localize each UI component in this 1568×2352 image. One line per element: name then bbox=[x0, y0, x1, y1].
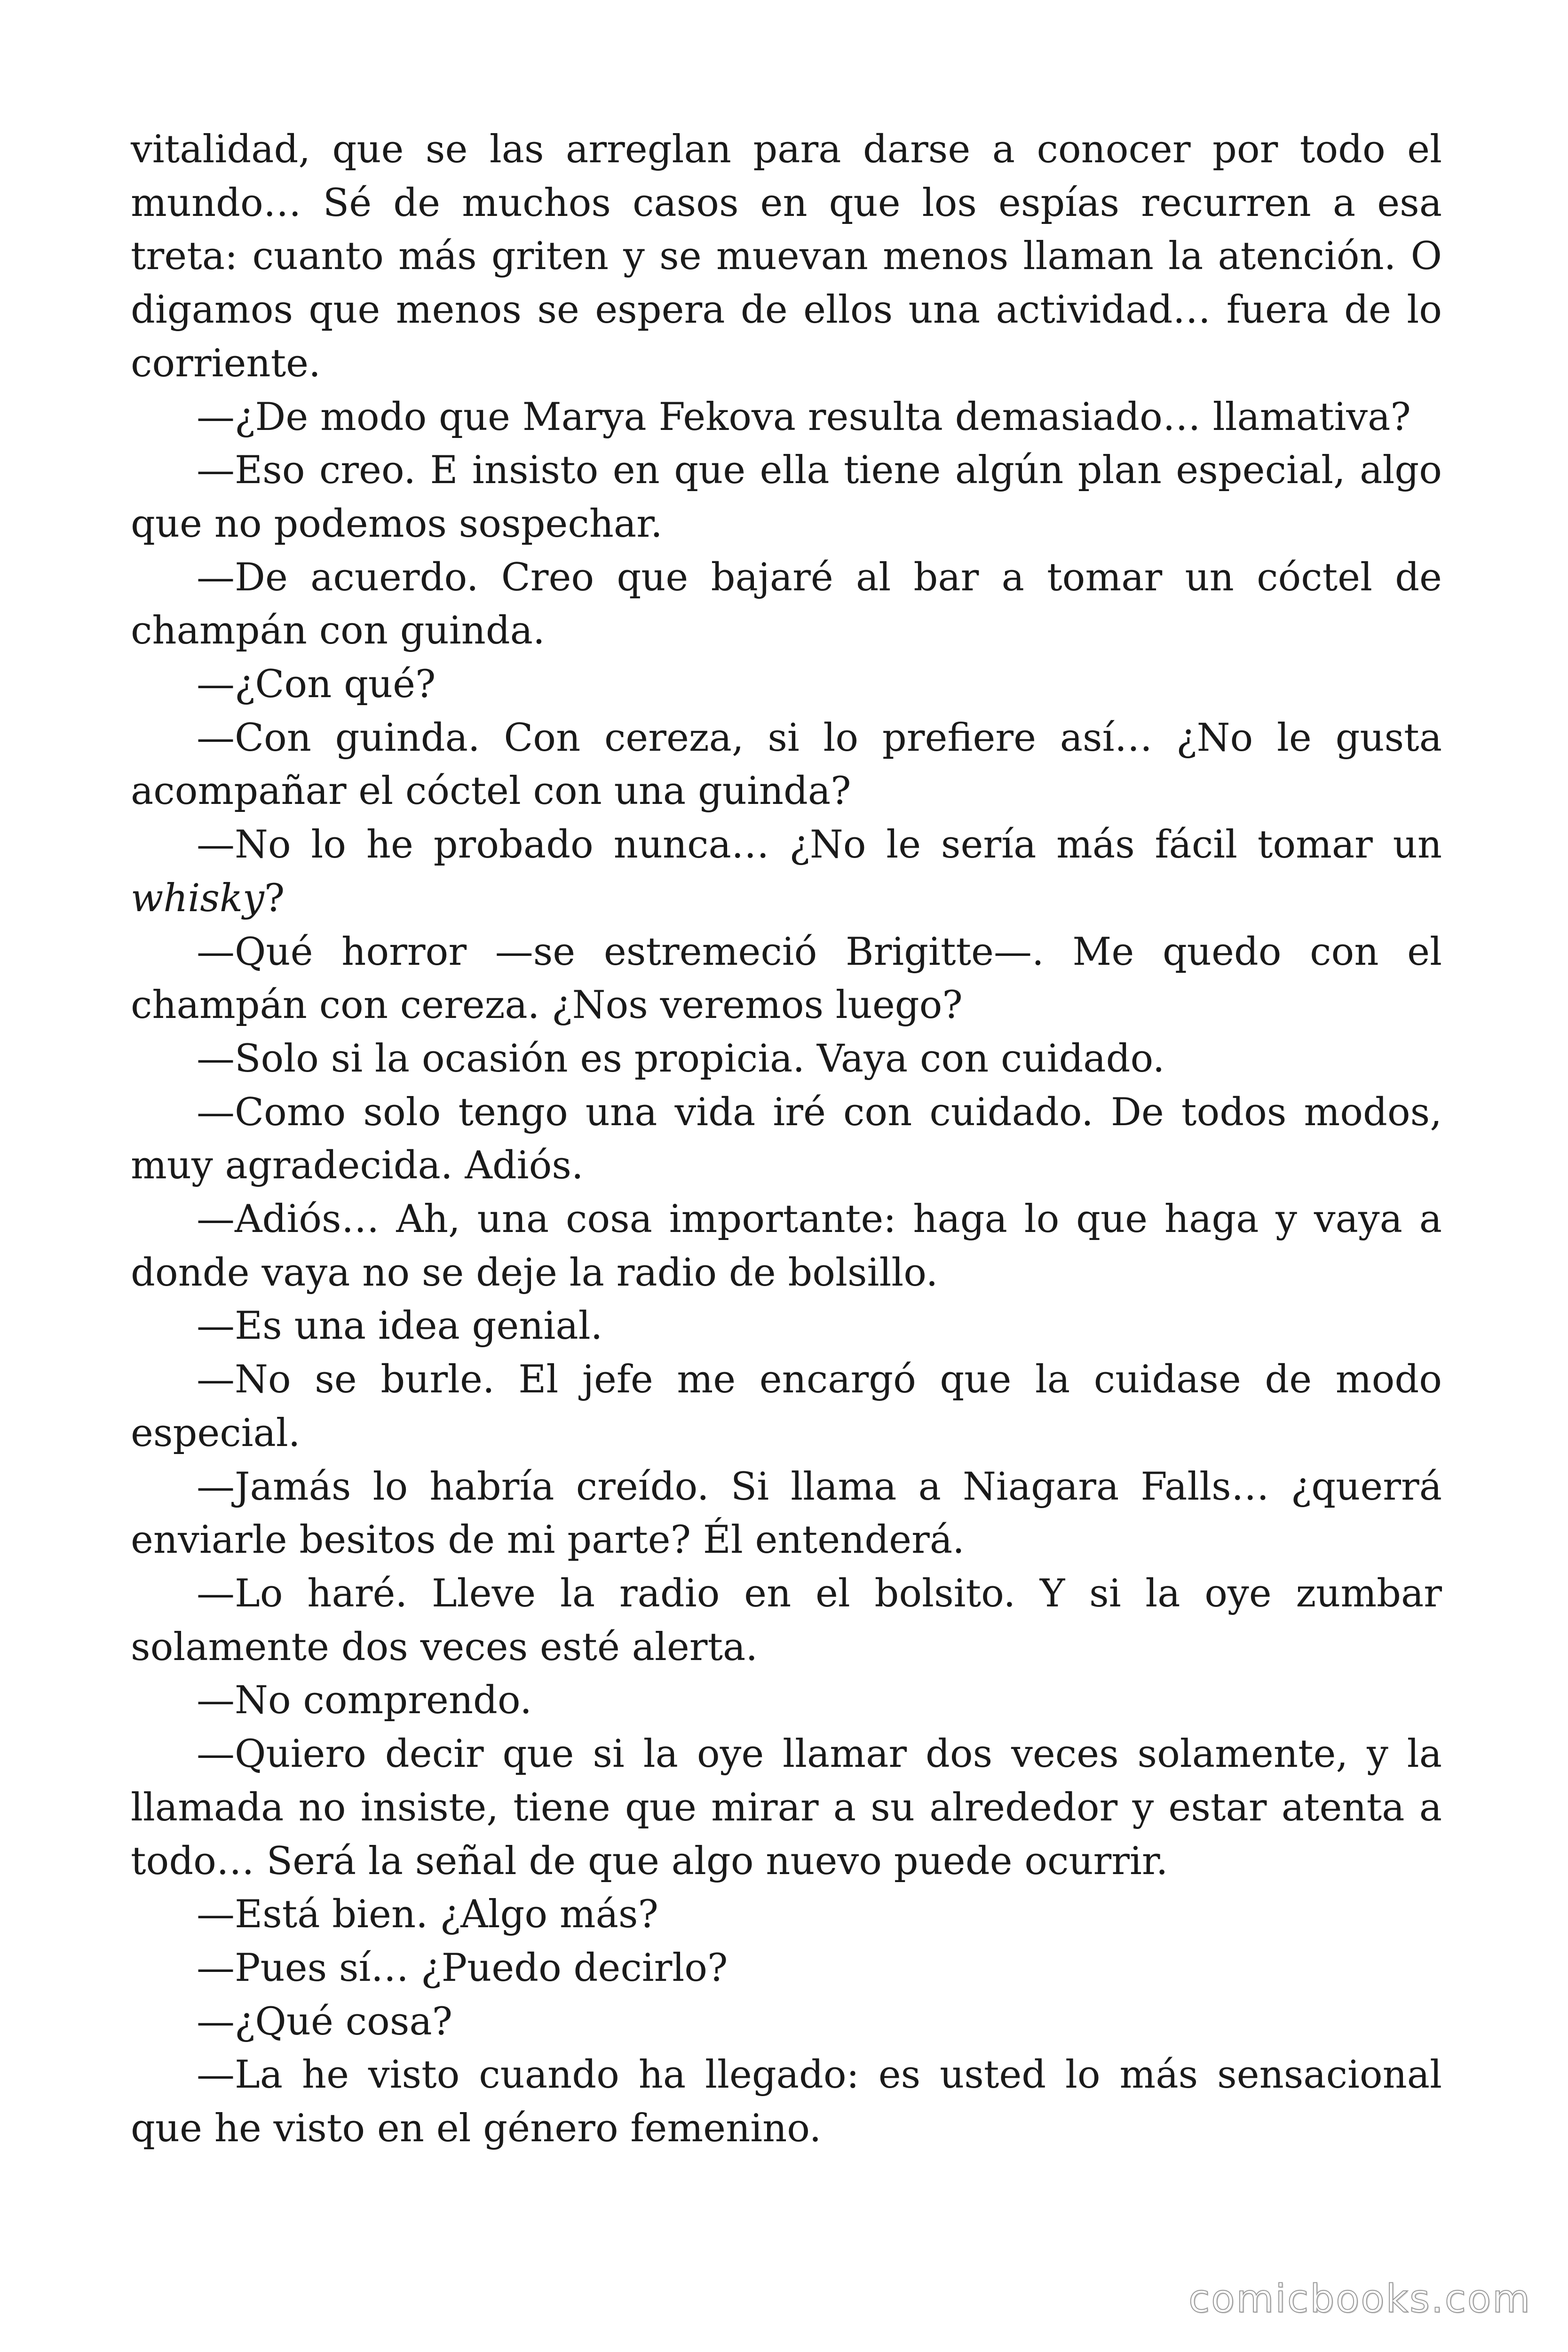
paragraph-19: —Pues sí… ¿Puedo decirlo? bbox=[197, 1946, 728, 1990]
paragraph-7-text: —No lo he probado nunca… ¿No le sería más fácil tomar un bbox=[197, 823, 1442, 867]
paragraph-18: —Está bien. ¿Algo más? bbox=[197, 1892, 658, 1937]
paragraph-13: —No se burle. El jefe me encargó que la cuidase de modo especial. bbox=[131, 1358, 1442, 1455]
paragraph-7 bbox=[131, 818, 1442, 925]
paragraph-3: —Eso creo. E insisto en que ella tiene algún plan especial, algo que no podemos sospechar. bbox=[131, 448, 1442, 546]
paragraph-8: —Qué horror —se estremeció Brigitte—. Me quedo con el champán con cereza. ¿Nos veremos luego? bbox=[131, 930, 1442, 1028]
paragraph-4: —De acuerdo. Creo que bajaré al bar a tomar un cóctel de champán con guinda. bbox=[131, 555, 1442, 653]
paragraph-1: vitalidad, que se las arreglan para darse a conocer por todo el mundo… Sé de muchos casos en que los espías recurren a esa treta: cuanto más griten y se muevan menos llaman la atención. O digamos que menos se espera de ellos una actividad… fuera de lo corriente. bbox=[131, 127, 1442, 386]
watermark-logo: comicbooks.com bbox=[1188, 2277, 1531, 2321]
paragraph-11: —Adiós… Ah, una cosa importante: haga lo que haga y vaya a donde vaya no se deje la radio de bolsillo. bbox=[131, 1197, 1442, 1295]
paragraph-20: —¿Qué cosa? bbox=[197, 1999, 453, 2044]
paragraph-5: —¿Con qué? bbox=[197, 662, 436, 707]
paragraph-15: —Lo haré. Lleve la radio en el bolsito. Y si la oye zumbar solamente dos veces esté alerta. bbox=[131, 1571, 1442, 1669]
paragraph-6: —Con guinda. Con cereza, si lo prefiere así… ¿No le gusta acompañar el cóctel con una guinda? bbox=[131, 715, 1442, 814]
paragraph-14: —Jamás lo habría creído. Si llama a Niagara Falls… ¿querrá enviarle besitos de mi parte? Él entenderá. bbox=[131, 1464, 1442, 1563]
paragraph-9: —Solo si la ocasión es propicia. Vaya con cuidado. bbox=[197, 1036, 1165, 1081]
paragraph-17: —Quiero decir que si la oye llamar dos veces solamente, y la llamada no insiste, tiene que mirar a su alrededor y estar atenta a todo… Será la señal de que algo nuevo puede ocurrir. bbox=[131, 1732, 1442, 1883]
paragraph-16: —No comprendo. bbox=[197, 1678, 532, 1723]
italic-word: whisky bbox=[131, 876, 264, 921]
paragraph-12: —Es una idea genial. bbox=[197, 1304, 603, 1349]
paragraph-7-end: ? bbox=[264, 876, 285, 921]
paragraph-2: —¿De modo que Marya Fekova resulta demasiado… llamativa? bbox=[197, 395, 1411, 439]
paragraph-10: —Como solo tengo una vida iré con cuidado. De todos modos, muy agradecida. Adiós. bbox=[131, 1090, 1442, 1188]
book-page-text bbox=[131, 123, 1442, 2156]
paragraph-21: —La he visto cuando ha llegado: es usted lo más sensacional que he visto en el género femenino. bbox=[131, 2053, 1442, 2151]
